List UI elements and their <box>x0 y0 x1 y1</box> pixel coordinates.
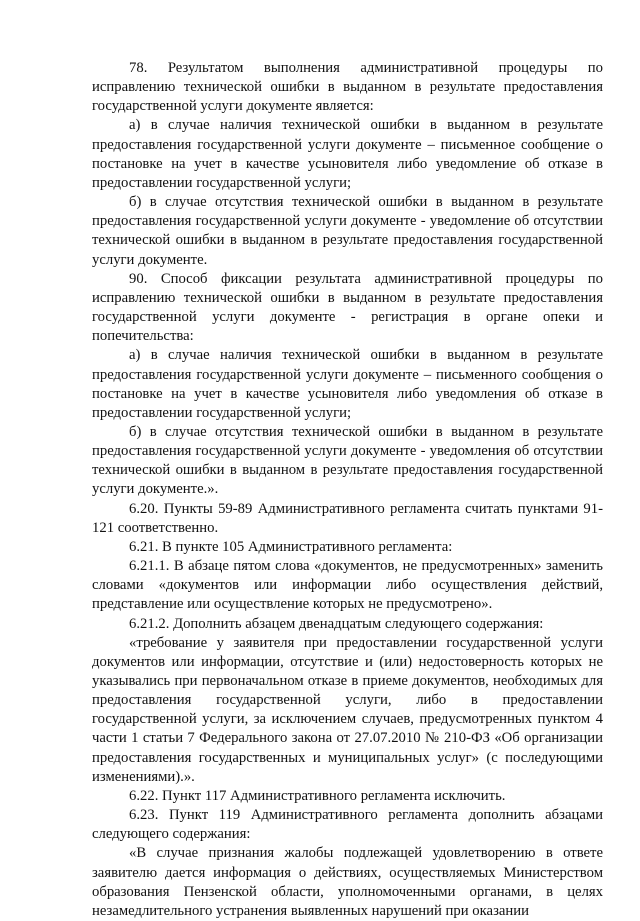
paragraph-6-21-1: 6.21.1. В абзаце пятом слова «документов, не предусмотренных» заменить словами «документов или информации либо осуществления действий, представление или осуществление которых не предусмотрено». <box>92 558 603 613</box>
paragraph-78: 78. Результатом выполнения административной процедуры по исправлению технической ошибки в выданном в результате предоставления государственной услуги документе является: <box>92 60 603 115</box>
paragraph-6-23: 6.23. Пункт 119 Административного регламента дополнить абзацами следующего содержания: <box>92 807 603 843</box>
paragraph-90-b: б) в случае отсутствия технической ошибки в выданном в результате предоставления государственной услуги документе - уведомления об отсутствии технической ошибки в выданном в результате предоставления государственной услуги документе.». <box>92 423 603 498</box>
paragraph-complaint-quote: «В случае признания жалобы подлежащей удовлетворению в ответе заявителю дается информация о действиях, осуществляемых Министерством образования Пензенской области, уполномоченными органами, в целях незамедлительного устранения выявленных нарушений при оказании <box>92 845 603 919</box>
paragraph-6-20: 6.20. Пункты 59-89 Административного регламента считать пунктами 91-121 соответственно. <box>92 500 603 536</box>
paragraph-90: 90. Способ фиксации результата административной процедуры по исправлению технической ошибки в выданном в результате предоставления государственной услуги документе - регистрация в органе опеки и попечительства: <box>92 270 603 345</box>
paragraph-requirement-quote: «требование у заявителя при предоставлении государственной услуги документов или информации, отсутствие и (или) недостоверность которых не указывались при первоначальном отказе в приеме документов, необходимых для предоставления государственной услуги, либо в предоставлении государственной услуги, за исключением случаев, предусмотренных пунктом 4 части 1 статьи 7 Федерального закона от 27.07.2010 № 210-ФЗ «Об организации предоставления государственных и муниципальных услуг» (с последующими изменениями).». <box>92 634 603 785</box>
paragraph-78-a: а) в случае наличия технической ошибки в выданном в результате предоставления государственной услуги документе – письменное сообщение о постановке на учет в качестве усыновителя либо уведомление об отказе в предоставлении государственной услуги; <box>92 117 603 191</box>
paragraph-6-21-2: 6.21.2. Дополнить абзацем двенадцатым следующего содержания: <box>129 615 544 632</box>
paragraph-90-a: а) в случае наличия технической ошибки в выданном в результате предоставления государственной услуги документе – письменного сообщения о постановке на учет в качестве усыновителя либо уведомления об отказе в предоставлении государственной услуги; <box>92 347 603 421</box>
paragraph-6-22: 6.22. Пункт 117 Административного регламента исключить. <box>129 787 506 804</box>
paragraph-78-b: б) в случае отсутствия технической ошибки в выданном в результате предоставления государственной услуги документе - уведомление об отсутствии технической ошибки в выданном в результате предоставления государственной услуги документе. <box>92 194 603 268</box>
paragraph-6-21: 6.21. В пункте 105 Административного регламента: <box>129 538 453 555</box>
document-page <box>92 59 603 921</box>
